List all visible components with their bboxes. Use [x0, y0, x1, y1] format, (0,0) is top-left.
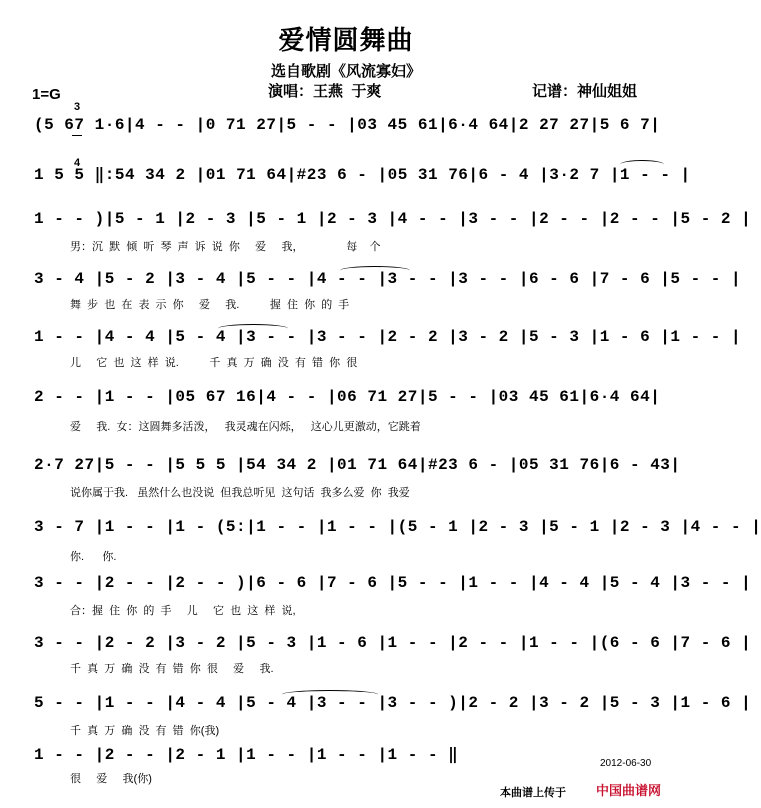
score-title: 爱情圆舞曲: [278, 25, 414, 55]
time-signature-top: 3: [73, 101, 81, 113]
lyrics-line-8: 你. 你.: [70, 551, 117, 563]
lyrics-line-9: 合：握 住 你 的 手 儿 它 也 这 样 说,: [70, 605, 296, 617]
notation-line-12: 1 - - |2 - - |2 - 1 |1 - - |1 - - |1 - - ‖: [34, 746, 459, 764]
singers: 演唱：王燕 于爽: [268, 83, 382, 100]
notation-line-1: (5 67 1·6|4 - - |0 71 27|5 - - |03 45 61|6·4 64|2 27 27|5 6 7|: [34, 116, 661, 134]
notation-line-11: 5 - - |1 - - |4 - 4 |5 - 4 |3 - - |3 - - )|2 - 2 |3 - 2 |5 - 3 |1 - 6 |: [34, 694, 752, 712]
slur-mark: [340, 266, 410, 275]
upload-note: 本曲谱上传于: [500, 787, 566, 799]
lyrics-line-6: 爱 我. 女：这圆舞多活泼， 我灵魂在闪烁， 这心儿更激动，它跳着: [70, 421, 421, 433]
lyrics-line-3: 男：沉 默 倾 听 琴 声 诉 说 你 爱 我， 每 个: [70, 241, 381, 253]
date: 2012-06-30: [600, 758, 652, 769]
key-signature: 1=G: [32, 86, 61, 103]
transcriber: 记谱：神仙姐姐: [532, 83, 638, 100]
notation-line-8: 3 - 7 |1 - - |1 - (5:|1 - - |1 - - |(5 - 1 |2 - 3 |5 - 1 |2 - 3 |4 - - |: [34, 518, 761, 536]
lyrics-line-12: 很 爱 我(你): [70, 773, 152, 785]
slur-mark: [620, 160, 664, 169]
notation-line-3: 1 - - )|5 - 1 |2 - 3 |5 - 1 |2 - 3 |4 - - |3 - - |2 - - |2 - - |5 - 2 |: [34, 210, 752, 228]
lyrics-line-4: 舞 步 也 在 表 示 你 爱 我. 握 住 你 的 手: [70, 299, 350, 311]
notation-line-7: 2·7 27|5 - - |5 5 5 |54 34 2 |01 71 64|#23 6 - |05 31 76|6 - 43|: [34, 456, 681, 474]
notation-line-2: 1 5 5 ‖:54 34 2 |01 71 64|#23 6 - |05 31 76|6 - 4 |3·2 7 |1 - - |: [34, 166, 691, 184]
slur-mark: [218, 324, 288, 333]
notation-line-6: 2 - - |1 - - |05 67 16|4 - - |06 71 27|5 - - |03 45 61|6·4 64|: [34, 388, 661, 406]
notation-line-5: 1 - - |4 - 4 |5 - 4 |3 - - |3 - - |2 - 2 |3 - 2 |5 - 3 |1 - 6 |1 - - |: [34, 328, 742, 346]
notation-line-10: 3 - - |2 - 2 |3 - 2 |5 - 3 |1 - 6 |1 - - |2 - - |1 - - |(6 - 6 |7 - 6 |: [34, 634, 752, 652]
slur-mark: [282, 690, 378, 699]
site-logo: 中国曲谱网: [596, 783, 662, 798]
score-subtitle: 选自歌剧《风流寡妇》: [270, 63, 421, 80]
lyrics-line-5: 儿 它 也 这 样 说. 千 真 万 确 没 有 错 你 很: [70, 357, 358, 369]
lyrics-line-11: 千 真 万 确 没 有 错 你(我): [70, 725, 220, 737]
lyrics-line-7: 说你属于我. 虽然什么也没说 但我总听见 这句话 我多么爱 你 我爱: [70, 487, 410, 499]
notation-line-9: 3 - - |2 - - |2 - - )|6 - 6 |7 - 6 |5 - - |1 - - |4 - 4 |5 - 4 |3 - - |: [34, 574, 752, 592]
lyrics-line-10: 千 真 万 确 没 有 错 你 很 爱 我.: [70, 663, 274, 675]
time-signature-bottom: 4: [73, 157, 81, 169]
notation-line-4: 3 - 4 |5 - 2 |3 - 4 |5 - - |4 - - |3 - - |3 - - |6 - 6 |7 - 6 |5 - - |: [34, 270, 742, 288]
time-signature-divider: [72, 135, 82, 136]
